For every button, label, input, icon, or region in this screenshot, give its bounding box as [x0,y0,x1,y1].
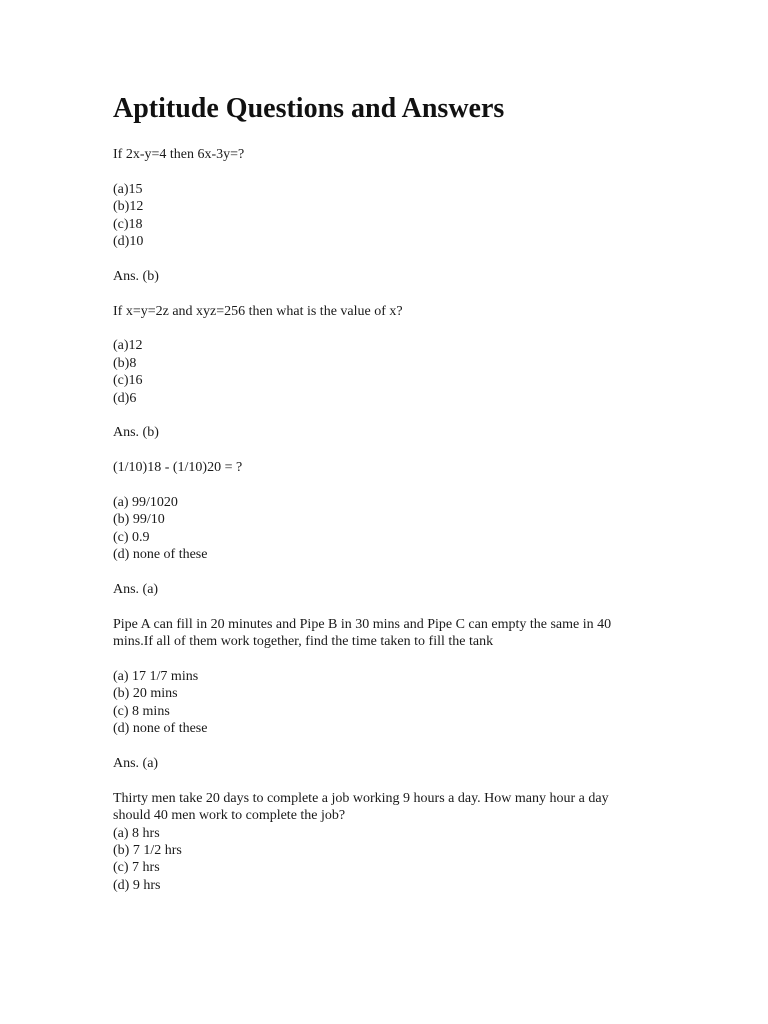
answer-text: Ans. (a) [113,756,159,772]
option-b: (b) 99/10 [113,512,165,528]
question-text-line-1: Pipe A can fill in 20 minutes and Pipe B in 30 mins and Pipe C can empty the same in 40 [113,616,612,632]
question-block [113,616,673,790]
answer-text: Ans. (b) [113,425,159,441]
question-block [113,790,673,894]
document-page [113,92,673,894]
option-a: (a) 17 1/7 mins [113,669,199,685]
option-d: (d)10 [113,234,144,250]
question-block [113,459,673,616]
question-text: (1/10)18 - (1/10)20 = ? [113,460,243,476]
question-block [113,146,673,303]
option-b: (b) 20 mins [113,686,178,702]
option-a: (a)15 [113,181,143,197]
question-block [113,303,673,460]
option-b: (b) 7 1/2 hrs [113,843,182,859]
answer-text: Ans. (a) [113,582,159,598]
option-a: (a) 99/1020 [113,495,178,511]
question-text: If 2x-y=4 then 6x-3y=? [113,147,245,162]
option-a: (a) 8 hrs [113,825,160,841]
option-a: (a)12 [113,338,143,354]
option-b: (b)12 [113,199,144,215]
option-c: (c)18 [113,216,143,232]
option-d: (d) none of these [113,547,208,563]
document-title: Aptitude Questions and Answers [113,93,505,124]
answer-text: Ans. (b) [113,268,159,284]
question-text-line-2: mins.If all of them work together, find the time taken to fill the tank [113,634,494,650]
option-d: (d)6 [113,390,137,406]
question-text: If x=y=2z and xyz=256 then what is the value of x? [113,303,403,319]
option-c: (c) 7 hrs [113,860,160,876]
question-text-line-1: Thirty men take 20 days to complete a job working 9 hours a day. How many hour a day [113,790,609,806]
option-d: (d) none of these [113,721,208,737]
option-d: (d) 9 hrs [113,877,161,893]
question-text-line-2: should 40 men work to complete the job? [113,808,346,824]
option-c: (c)16 [113,373,143,389]
option-b: (b)8 [113,355,137,371]
option-c: (c) 8 mins [113,703,170,719]
option-c: (c) 0.9 [113,529,150,545]
